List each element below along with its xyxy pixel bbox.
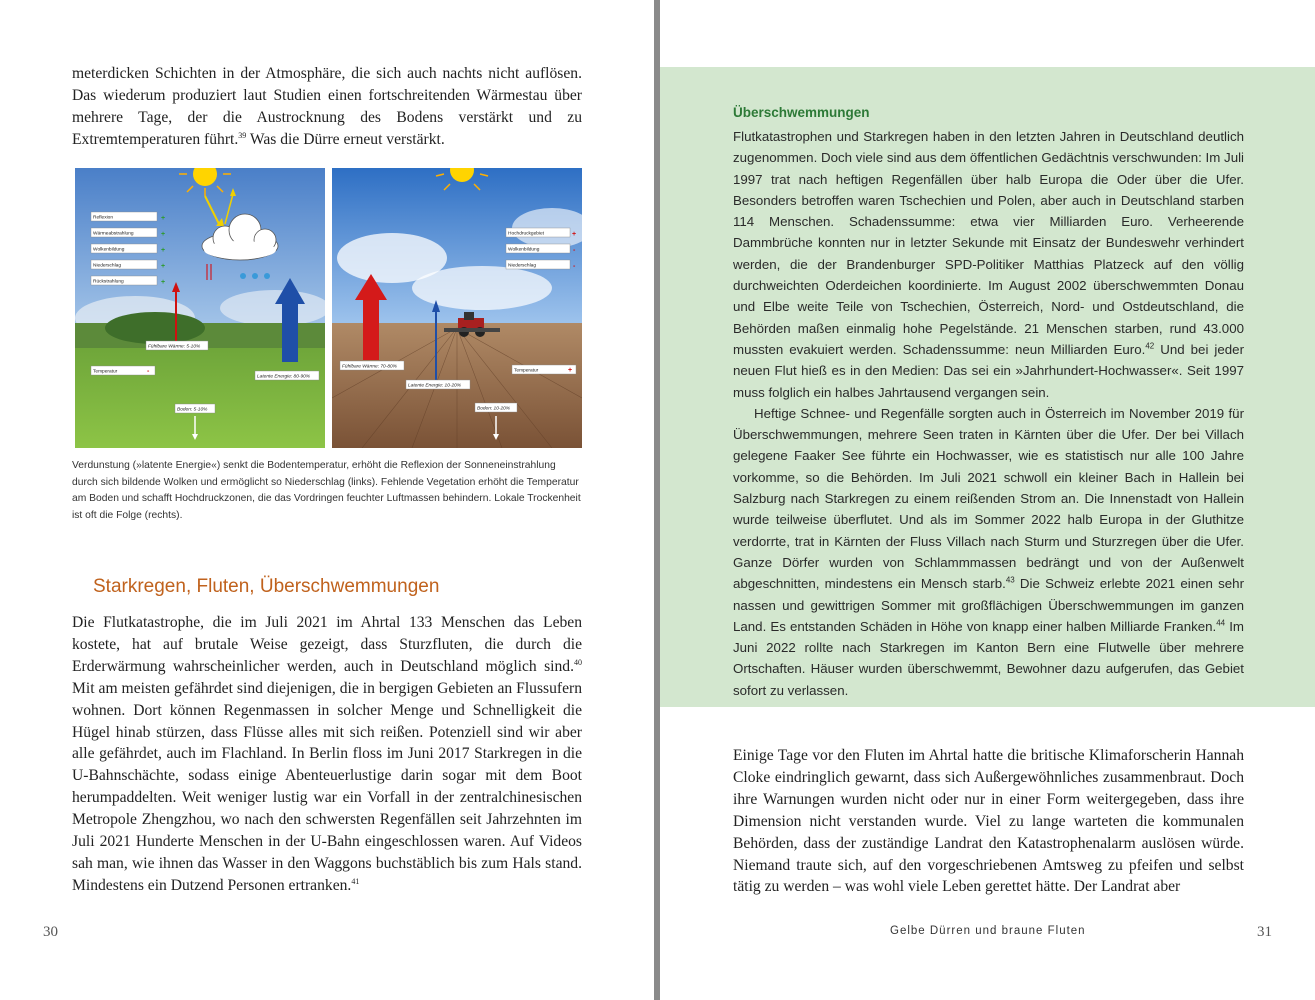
box-paragraph-2 [733, 403, 1244, 701]
sign-minus: - [147, 368, 150, 375]
sign-plus: + [161, 215, 166, 222]
sign-plus: + [161, 247, 166, 254]
label-fuehlbare-waerme: Fühlbare Wärme: 70-80% [342, 364, 397, 370]
right-page [660, 0, 1315, 1000]
sign-minus: - [573, 247, 576, 254]
label-temperatur: Temperatur [93, 369, 118, 375]
sign-plus: + [568, 367, 573, 374]
sign-plus: + [161, 231, 166, 238]
intro-paragraph [72, 63, 582, 151]
footnote-44: 44 [1216, 618, 1226, 628]
label-fuehlbare-waerme: Fühlbare Wärme: 5-10% [148, 344, 201, 350]
footnote-43: 43 [1005, 575, 1015, 585]
label-boden: Boden: 5-10% [177, 407, 208, 413]
box-text: Flutkatastrophen und Starkregen haben in den letzten Jahren in Deutschland deutlich zugenommen. Doch viele sind aus dem öffentlichen Gedächtnis verschwunden: Im Juli 1997 trat nach heftigen Regenfällen über halb Europa die Oder über die Ufer. Besonders betroffen waren Tschechien und Polen, aber auch in Deutschland starben 114 Menschen. Schadenssumme: etwa vier Milliarden Euro. Verheerende Dammbrüche konnten nur in letzter Sekunde mit Einsatz der Bundeswehr verhindert werden, die der Brandenburger SPD-Politiker Matthias Platzeck auf den völlig durchweichten Oderdeichen koordinierte. Im August 2002 überschwemmten Donau und Elbe weite Teile von Tschechien, Österreich, Nord- und Ostdeutschland, die Behörden maßen einmalig hohe Pegelstände. 21 Menschen starben, rund 43.000 mussten evakuiert werden. Schadenssumme: neun Milliarden Euro. [733, 129, 1244, 357]
label-waermeabstrahlung: Wärmeabstrahlung [93, 231, 134, 237]
sign-plus: + [572, 231, 577, 238]
box-text: Heftige Schnee- und Regenfälle sorgten auch in Österreich im November 2019 für Überschwemmungen, mehrere Seen traten in Kärnten über die Ufer. Der bei Villach gelegene Faaker See führte ein Hochwasser, wie es statistisch nur alle 100 Jahre vorkomme, so die Behörden. Im Juli 2021 schwoll ein kleiner Bach in Hallein bei Salzburg nach Starkregen zu einem reißenden Strom an. Die Innenstadt von Hallein wurde teilweise überflutet. Und als im Sommer 2022 halb Europa in der Gluthitze verdorrte, trat in Kärnten der Fluss Villach nach Sturm und Sturzregen über die Ufer. Ganze Dörfer wurden von Schlammmassen bedrängt und von der Außenwelt abgeschnitten, mindestens ein Mensch starb. [733, 405, 1244, 592]
page-number: 31 [1257, 924, 1272, 940]
raindrops-icon [240, 273, 270, 279]
box-paragraph-1 [733, 126, 1244, 403]
label-hochdruckgebiet: Hochdruckgebiet [508, 231, 544, 237]
body-text-1: Die Flutkatastrophe, die im Juli 2021 im Ahrtal 133 Menschen das Leben kostete, hat auf brutale Weise gezeigt, dass Sturzfluten, die durch die Erderwärmung wahrscheinlicher werden, auch in Deutschland möglich sind. [72, 614, 582, 675]
footnote-41: 41 [351, 876, 360, 886]
intro-text: meterdicken Schichten in der Atmosphäre, die sich auch nachts nicht auflösen. Das wiederum produziert laut Studien einen fortschreitenden Wärmestau über mehrere Tage, der die Austrocknung des Bodens verstärkt und zu Extremtemperaturen führt. [72, 65, 582, 148]
section-heading: Starkregen, Fluten, Überschwemmungen [93, 576, 440, 597]
figure-caption: Verdunstung (»latente Energie«) senkt die Bodentemperatur, erhöht die Reflexion der Sonneneinstrahlung durch sich bildende Wolken und ermöglicht so Niederschlag (links). Fehlende Vegetation erhöht die Temperatur am Boden und schafft Hochdruckzonen, die das Vordringen feuchter Luftmassen behindern. Lokale Trockenheit ist oft die Folge (rechts). [72, 460, 581, 521]
label-reflexion: Reflexion [93, 215, 113, 221]
sign-plus: + [161, 279, 166, 286]
intro-tail: Was die Dürre erneut verstärkt. [246, 130, 445, 148]
body-paragraph: Einige Tage vor den Fluten im Ahrtal hatte die britische Klimaforscherin Hannah Cloke eindringlich gewarnt, dass sich Außergewöhnliches zusammenbraut. Doch ihre Warnungen wurden nicht oder nur in einer Form weitergegeben, dass ihre Dimension nicht verstanden wurde. Viel zu lange warteten die kommunalen Behörden, dass der zuständige Landrat den Katastrophenalarm auslösen würde. Niemand traute sich, auf den vorgeschriebenen Amtsweg zu pfeifen und selbst tätig zu werden – was wohl viele Leben gerettet hätte. Der Landrat aber [733, 747, 1244, 896]
label-niederschlag: Niederschlag [93, 263, 121, 269]
label-latente-energie: Latente Energie: 10-20% [408, 383, 462, 389]
sign-minus: - [573, 263, 576, 270]
box-text: Im Juni 2022 rollte nach Starkregen im Kanton Bern eine Flutwelle über mehrere Ortschaften. Häuser wurden überschwemmt, Bewohner dazu aufgerufen, das Gebiet sofort zu verlassen. [733, 618, 1244, 698]
box-text: Und bei jeder neuen Flut hieß es in den Medien: Das sei ein »Jahrhundert-Hochwasser«. Seit 1997 muss folglich ein halbes Jahrtausend vergangen sein. [733, 341, 1244, 400]
page-number: 30 [43, 924, 58, 940]
label-niederschlag: Niederschlag [508, 263, 536, 269]
sign-plus: + [161, 263, 166, 270]
label-temperatur: Temperatur [514, 368, 539, 374]
running-head: Gelbe Dürren und braune Fluten [890, 925, 1086, 937]
label-wolkenbildung: Wolkenbildung [93, 247, 125, 253]
footnote-40: 40 [574, 657, 582, 667]
figure-dry-field [332, 168, 582, 448]
body-text-2: Mit am meisten gefährdet sind diejenigen, die in bergigen Gebieten an Flussufern wohnen. Dort können Regenmassen in solcher Menge und Schnelligkeit die Hügel hinab stürzen, dass Flüsse alles mit sich reißen. Potenziell sind wir aber alle gefährdet, auch im Flachland. In Berlin floss im Juni 2017 Starkregen in die U-Bahnschächte, sodass einige Abenteuerlustige darin sogar mit dem Boot herumpaddelten. Weit weniger lustig war ein Vorfall in der zentralchinesischen Metropole Zhengzhou, wo nach den schwersten Regenfällen seit Jahrzehnten im Juli 2021 Hunderte Menschen in der U-Bahn eingeschlossen waren. Auf Videos sah man, wie ihnen das Wasser in den Waggons buchstäblich bis zum Hals stand. Mindestens ein Dutzend Personen ertranken. [72, 679, 582, 894]
box-body [733, 126, 1244, 701]
label-boden: Boden: 10-20% [477, 406, 511, 412]
box-text: Die Schweiz erlebte 2021 einen sehr nassen und gewittrigen Sommer mit großflächigen Überschwemmungen im ganzen Land. Es entstanden Schäden in Höhe von knapp einer halben Milliarde Franken. [733, 576, 1244, 634]
body-paragraph [72, 612, 582, 897]
label-latente-energie: Latente Energie: 80-90% [257, 374, 311, 380]
footnote-39: 39 [238, 130, 247, 140]
figure-vegetation [75, 168, 325, 448]
label-wolkenbildung: Wolkenbildung [508, 247, 540, 253]
footnote-42: 42 [1145, 341, 1155, 351]
label-rueckstrahlung: Rückstrahlung [93, 279, 124, 285]
box-heading: Überschwemmungen [733, 105, 870, 120]
left-page [0, 0, 654, 1000]
